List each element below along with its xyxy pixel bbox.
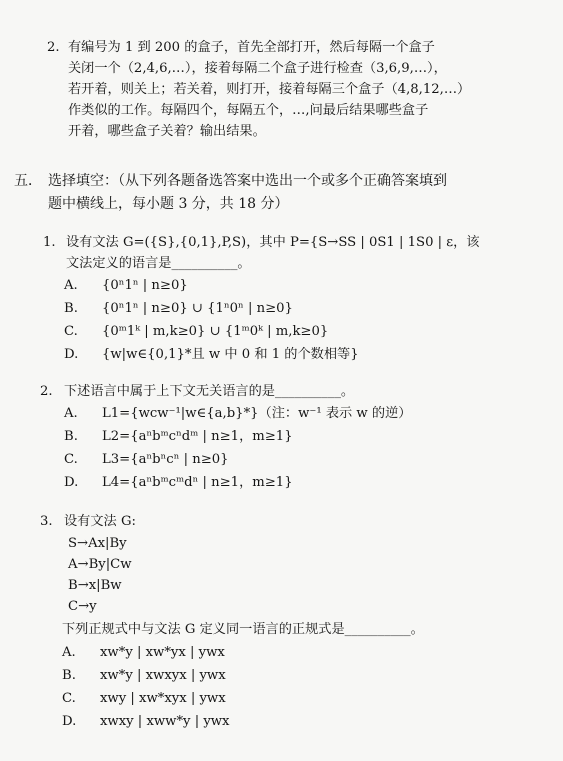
grammar-rule: C→y [68,599,97,614]
section-heading-line: 选择填空：（从下列各题备选答案中选出一个或多个正确答案填到 [48,173,447,189]
grammar-rule: B→x|Bw [68,578,122,593]
grammar-rule: A→By|Cw [68,557,132,572]
option-b [62,664,230,687]
question-number: 1. [43,235,56,250]
option-text: xw*y | xwxyx | ywx [100,668,226,683]
problem-line: 有编号为 1 到 200 的盒子，首先全部打开，然后每隔一个盒子 [68,40,435,55]
question-1-options [64,274,359,366]
option-text: xwy | xw*xyx | ywx [100,691,226,706]
option-text: L4={aⁿbᵐcᵐdⁿ | n≥1，m≥1} [102,475,293,490]
grammar-rules [68,533,132,617]
question-1 [66,232,480,274]
option-d [64,471,411,494]
question-3-prompt [62,619,424,640]
option-d [64,343,359,366]
option-letter: D. [64,347,79,362]
question-stem: 下述语言中属于上下文无关语言的是__________。 [64,384,355,399]
question-number: 3. [40,514,53,529]
option-letter: D. [64,475,79,490]
option-letter: D. [62,714,77,729]
option-text: {0ⁿ1ⁿ | n≥0} [102,278,188,293]
question-2 [64,381,354,402]
question-stem: 下列正规式中与文法 G 定义同一语言的正规式是__________。 [62,622,424,637]
option-c [64,448,411,471]
question-number: 2. [40,384,53,399]
question-stem: 设有文法 G: [64,514,136,529]
option-text: xw*y | xw*yx | ywx [100,645,225,660]
option-text: L1={wcw⁻¹|w∈{a,b}*}（注：w⁻¹ 表示 w 的逆） [102,406,412,421]
question-3 [64,511,136,532]
grammar-rule: S→Ax|By [68,536,127,551]
option-a [62,641,230,664]
section-label: 五． [14,173,42,189]
option-text: {w|w∈{0,1}*且 w 中 0 和 1 的个数相等} [102,347,359,362]
option-text: {0ⁿ1ⁿ | n≥0} ∪ {1ⁿ0ⁿ | n≥0} [102,301,293,316]
problem-line: 若开着，则关上；若关着，则打开，接着每隔三个盒子（4,8,12,…） [68,82,471,97]
option-letter: A. [64,406,78,421]
option-letter: C. [64,324,78,339]
section-heading-line: 题中横线上，每小题 3 分，共 18 分） [48,196,289,212]
option-d [62,710,230,733]
problem-line: 作类似的工作。每隔四个，每隔五个，…,问最后结果哪些盒子 [68,103,429,118]
option-letter: C. [64,452,78,467]
option-text: L2={aⁿbᵐcⁿdᵐ | n≥1，m≥1} [102,429,293,444]
question-stem: 设有文法 G=({S},{0,1},P,S)，其中 P={S→SS | 0S1 | 1S0 | ε，该 [66,235,480,250]
option-letter: C. [62,691,76,706]
option-text: xwxy | xww*y | ywx [100,714,230,729]
option-letter: B. [64,429,78,444]
section-heading [48,170,447,216]
option-letter: A. [64,278,78,293]
programming-problem [68,37,470,142]
question-stem: 文法定义的语言是__________。 [66,256,251,271]
question-3-options [62,641,230,733]
option-letter: A. [62,645,76,660]
option-letter: B. [62,668,76,683]
problem-line: 关闭一个（2,4,6,…），接着每隔二个盒子进行检查（3,6,9,…）， [68,61,447,76]
option-b [64,297,359,320]
option-text: L3={aⁿbⁿcⁿ | n≥0} [102,452,229,467]
option-c [62,687,230,710]
option-c [64,320,359,343]
option-a [64,274,359,297]
question-2-options [64,402,411,494]
problem-number: 2. [47,40,60,55]
option-a [64,402,411,425]
problem-line: 开着，哪些盒子关着？输出结果。 [68,124,266,139]
option-letter: B. [64,301,78,316]
option-b [64,425,411,448]
option-text: {0ᵐ1ᵏ | m,k≥0} ∪ {1ᵐ0ᵏ | m,k≥0} [102,324,329,339]
